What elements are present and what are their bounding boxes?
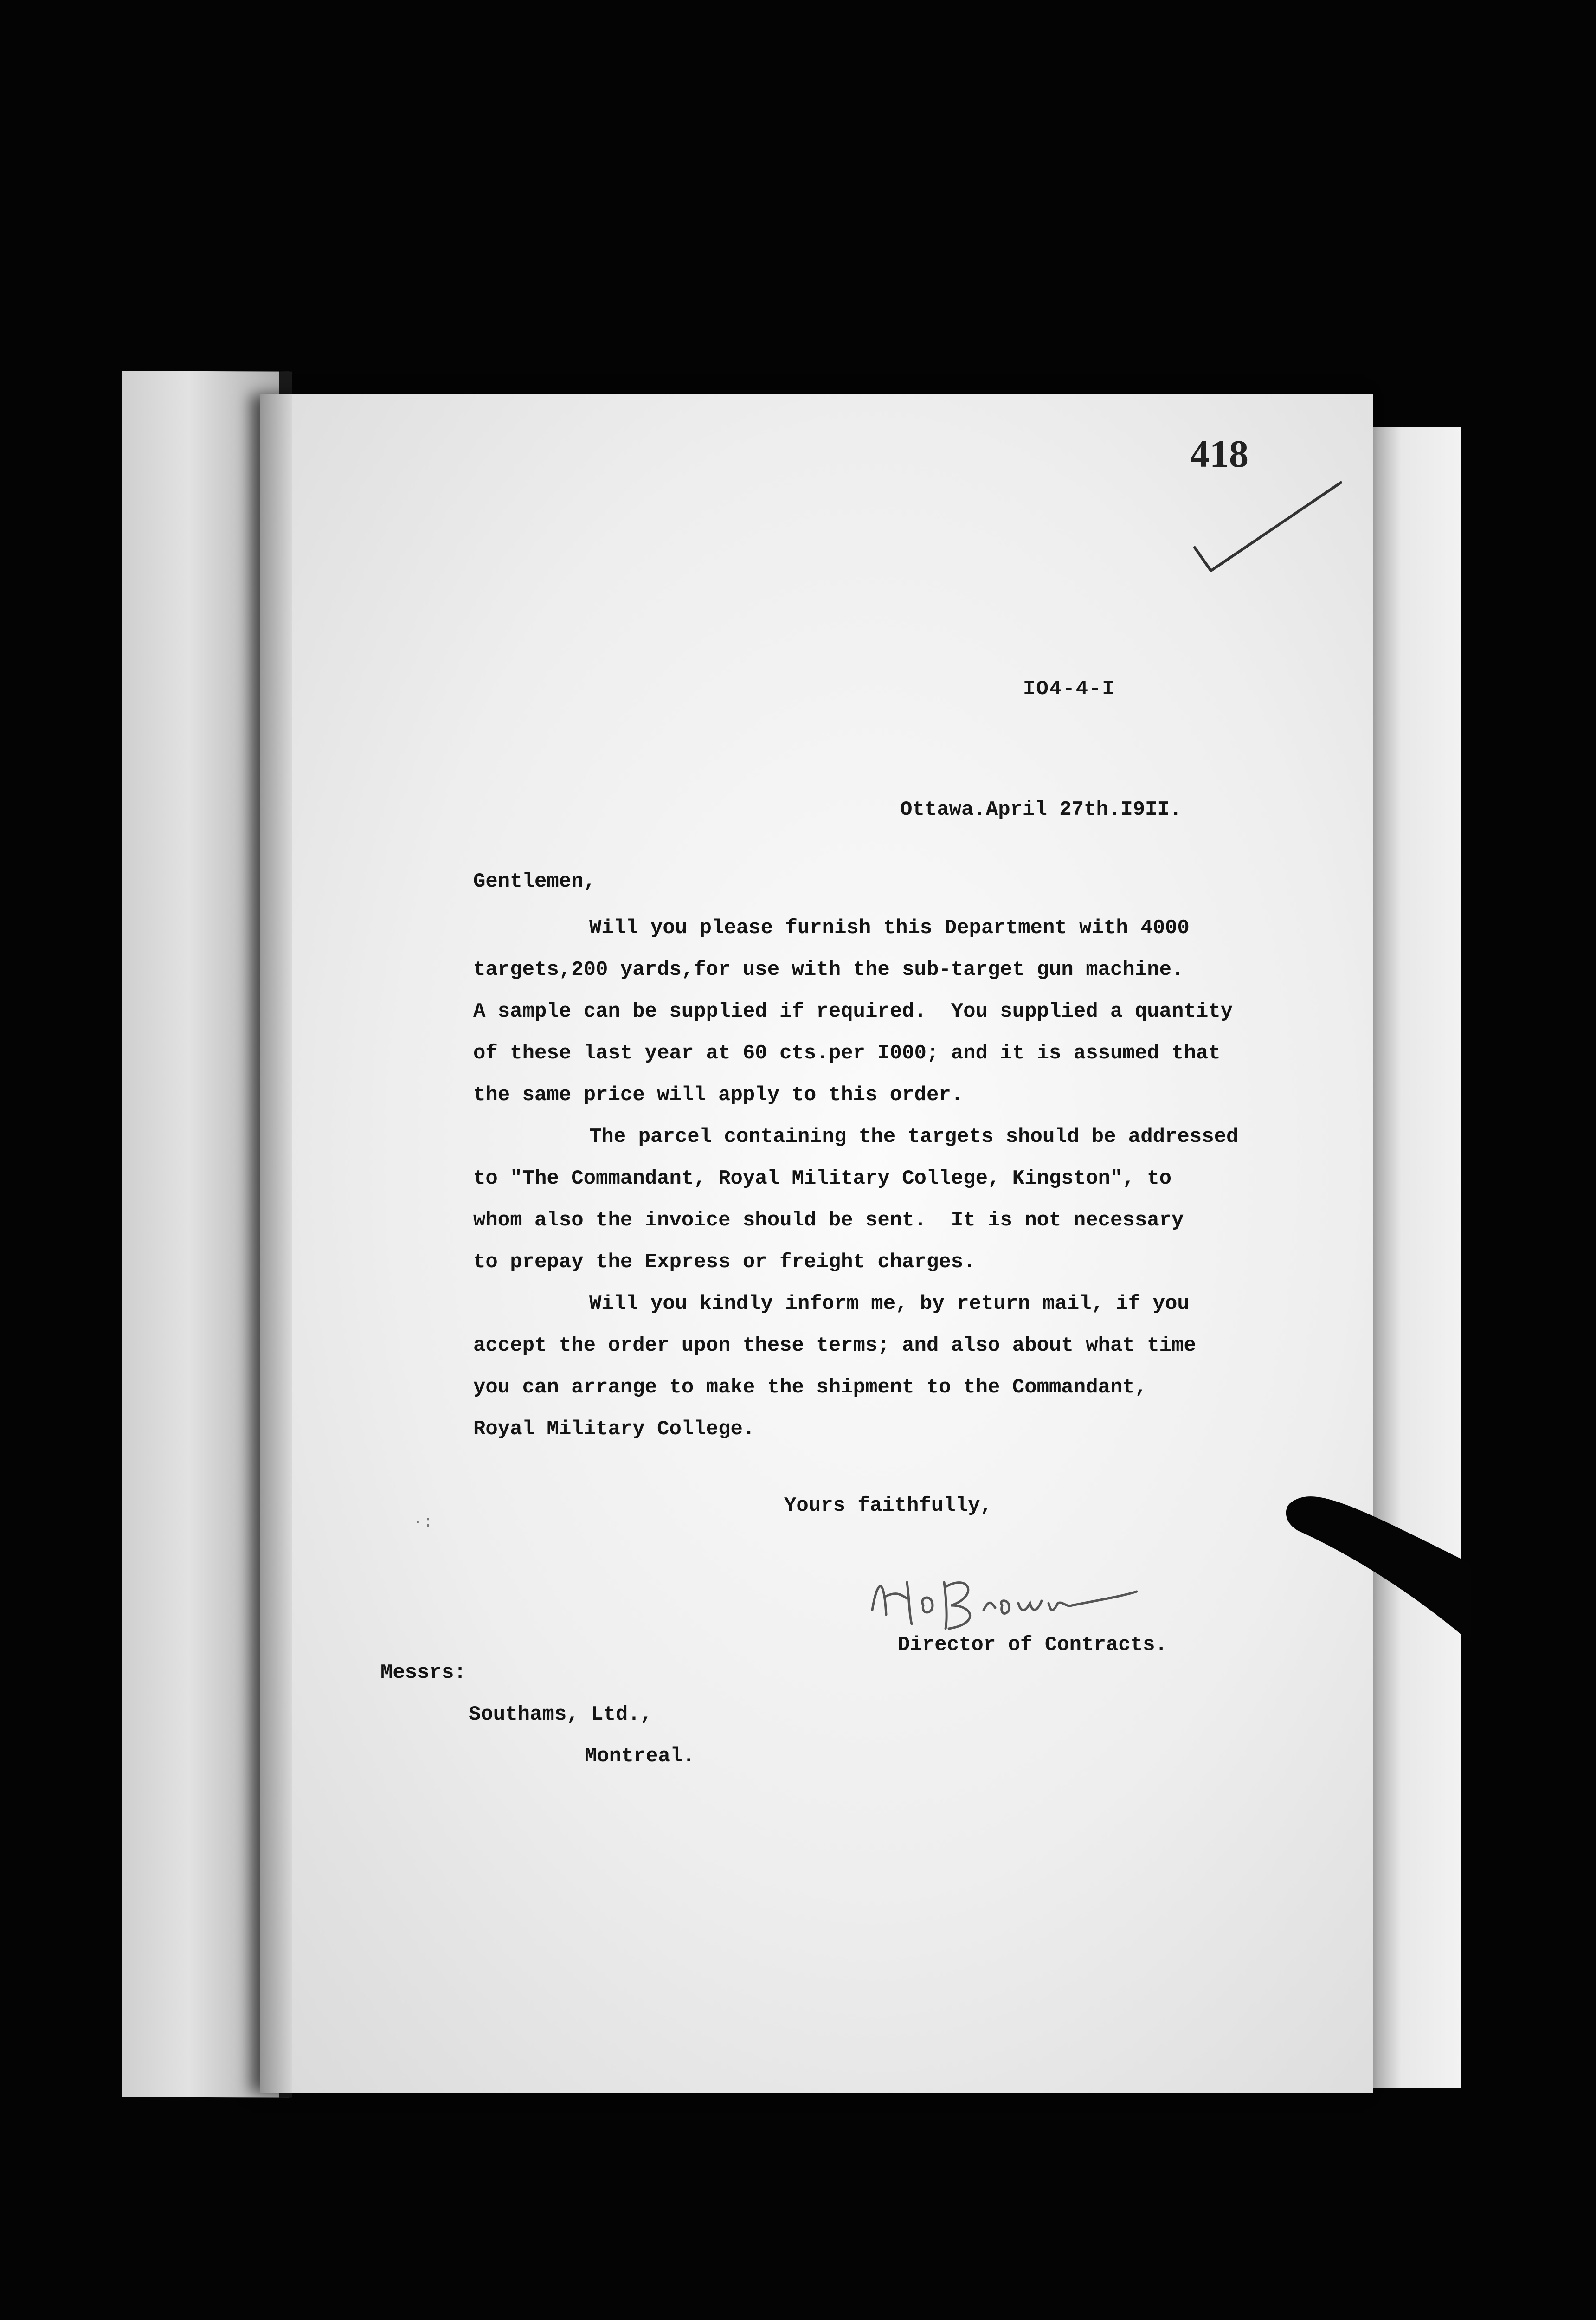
signer-title: Director of Contracts.: [898, 1633, 1167, 1656]
body-line: targets,200 yards,for use with the sub-target gun machine.: [473, 958, 1184, 981]
body-line: to "The Commandant, Royal Military College, Kingston", to: [473, 1167, 1172, 1190]
addressee-block: [380, 1652, 695, 1777]
addressee-line: Messrs:: [380, 1661, 466, 1684]
body-line: accept the order upon these terms; and also about what time: [473, 1334, 1196, 1357]
salutation: Gentlemen,: [473, 870, 596, 893]
page-number: 418: [1190, 432, 1248, 476]
letter-page: [260, 394, 1373, 2093]
body-line: to prepay the Express or freight charges.: [473, 1250, 976, 1274]
pen-pointer-shadow: [1285, 1485, 1471, 1643]
body-line: Royal Military College.: [473, 1418, 755, 1441]
body-line: whom also the invoice should be sent. It is not necessary: [473, 1209, 1184, 1232]
body-line: Will you please furnish this Department with 4000: [589, 916, 1190, 940]
body-line: Will you kindly inform me, by return mail, if you: [589, 1292, 1190, 1315]
body-line: A sample can be supplied if required. You supplied a quantity: [473, 1000, 1233, 1023]
underlying-page-right-edge: [1369, 427, 1461, 2088]
letter-body: [473, 907, 1290, 1450]
file-reference: IO4-4-I: [1023, 677, 1115, 701]
date-line: Ottawa.April 27th.I9II.: [900, 798, 1182, 821]
closing: Yours faithfully,: [784, 1494, 992, 1517]
check-mark-icon: [1192, 478, 1345, 580]
body-line: the same price will apply to this order.: [473, 1083, 964, 1107]
margin-mark: ·:: [413, 1513, 433, 1532]
body-line: of these last year at 60 cts.per I000; and it is assumed that: [473, 1042, 1221, 1065]
addressee-line: Southams, Ltd.,: [469, 1703, 653, 1726]
body-line: you can arrange to make the shipment to the Commandant,: [473, 1376, 1147, 1399]
addressee-line: Montreal.: [585, 1745, 695, 1768]
body-line: The parcel containing the targets should be addressed: [589, 1125, 1239, 1148]
